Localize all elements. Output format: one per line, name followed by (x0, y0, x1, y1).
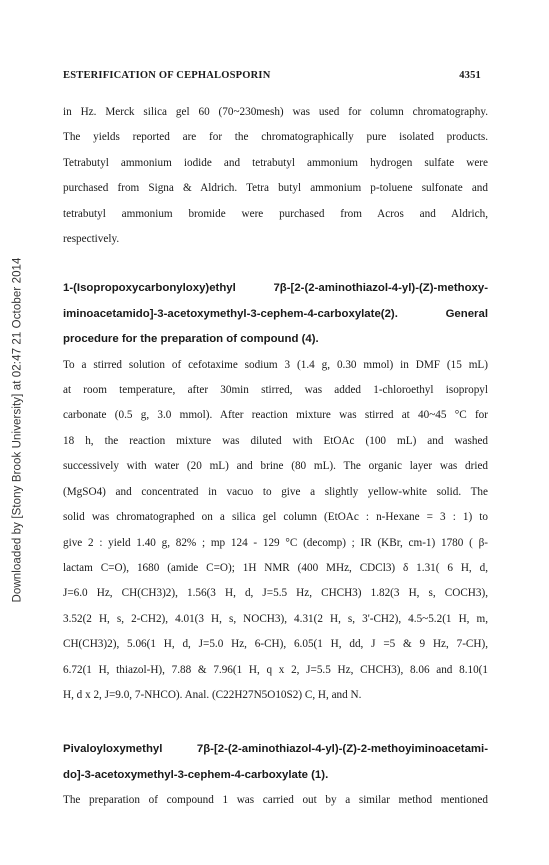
heading-line: procedure for the preparation of compound (4). (63, 333, 319, 346)
text-line: Tetrabutyl ammonium iodide and tetrabutyl ammonium hydrogen sulfate were (63, 156, 488, 169)
text-line: J=6.0 Hz, CH(CH3)2), 1.56(3 H, d, J=5.5 Hz, CHCH3) 1.82(3 H, s, COCH3), (63, 587, 488, 600)
heading-line: Pivaloyloxymethyl 7β-[2-(2-aminothiazol-4-yl)-(Z)-2-methoyiminoacetami- (63, 743, 488, 756)
text-line: To a stirred solution of cefotaxime sodium 3 (1.4 g, 0.30 mmol) in DMF (15 mL) (63, 358, 488, 371)
page-content (63, 100, 488, 814)
procedure-paragraph-compound-2 (63, 353, 488, 709)
text-line: The preparation of compound 1 was carried out by a similar method mentioned (63, 794, 488, 807)
text-line: carbonate (0.5 g, 3.0 mmol). After reaction mixture was stirred at 40~45 °C for (63, 409, 488, 422)
download-watermark-text: Downloaded by [Stony Brook University] at 02:47 21 October 2014 (12, 257, 25, 603)
text-line: 18 h, the reaction mixture was diluted with EtOAc (100 mL) and washed (63, 434, 488, 447)
text-line: solid was chromatographed on a silica gel column (EtOAc : n-Hexane = 3 : 1) to (63, 511, 488, 524)
procedure-paragraph-compound-1 (63, 788, 488, 813)
text-line: 6.72(1 H, thiazol-H), 7.88 & 7.96(1 H, q x 2, J=5.5 Hz, CHCH3), 8.06 and 8.10(1 (63, 663, 488, 676)
download-watermark (3, 240, 33, 620)
text-line: purchased from Signa & Aldrich. Tetra butyl ammonium p-toluene sulfonate and (63, 182, 488, 195)
text-line: in Hz. Merck silica gel 60 (70~230mesh) was used for column chromatography. (63, 106, 488, 118)
text-line: at room temperature, after 30min stirred, was added 1-chloroethyl isopropyl (63, 384, 488, 397)
section-heading-compound-1 (63, 737, 488, 788)
intro-paragraph (63, 100, 488, 252)
running-header (63, 70, 481, 81)
text-line: successively with water (20 mL) and brine (80 mL). The organic layer was dried (63, 460, 488, 473)
text-line: 3.52(2 H, s, 2-CH2), 4.01(3 H, s, NOCH3), 4.31(2 H, s, 3'-CH2), 4.5~5.2(1 H, m, (63, 612, 488, 625)
text-line: respectively. (63, 233, 120, 246)
text-line: (MgSO4) and concentrated in vacuo to give a slightly yellow-white solid. The (63, 485, 488, 498)
page-number: 4351 (459, 70, 481, 81)
text-line: H, d x 2, J=9.0, 7-NHCO). Anal. (C22H27N5O10S2) C, H, and N. (63, 688, 362, 701)
text-line: lactam C=O), 1680 (amide C=O); 1H NMR (400 MHz, CDCl3) δ 1.31( 6 H, d, (63, 561, 488, 574)
running-title: ESTERIFICATION OF CEPHALOSPORIN (63, 70, 271, 81)
text-line: CH(CH3)2), 5.06(1 H, d, J=5.0 Hz, 6-CH), 6.05(1 H, dd, J =5 & 9 Hz, 7-CH), (63, 638, 488, 651)
text-line: The yields reported are for the chromatographically pure isolated products. (63, 131, 488, 144)
heading-line: do]-3-acetoxymethyl-3-cephem-4-carboxylate (1). (63, 768, 329, 781)
section-heading-compound-2 (63, 276, 488, 352)
text-line: give 2 : yield 1.40 g, 82% ; mp 124 - 129 °C (decomp) ; IR (KBr, cm-1) 1780 ( β- (63, 536, 488, 549)
heading-line: iminoacetamido]-3-acetoxymethyl-3-cephem-4-carboxylate(2). General (63, 307, 488, 320)
text-line: tetrabutyl ammonium bromide were purchased from Acros and Aldrich, (63, 207, 488, 220)
heading-line: 1-(Isopropoxycarbonyloxy)ethyl 7β-[2-(2-aminothiazol-4-yl)-(Z)-methoxy- (63, 282, 488, 295)
